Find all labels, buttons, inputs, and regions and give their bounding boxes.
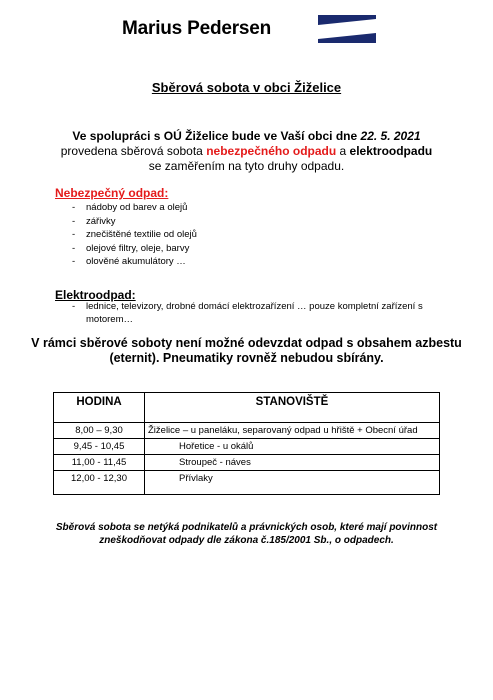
list-item: - olejové filtry, oleje, barvy: [72, 242, 197, 256]
time-cell: 8,00 – 9,30: [54, 423, 145, 439]
intro-part2: provedena sběrová sobota: [60, 144, 207, 158]
table-row: [54, 471, 440, 495]
table-row: [54, 455, 440, 471]
place-cell: Hořetice - u okálů: [145, 439, 440, 455]
column-header-time: HODINA: [54, 393, 145, 423]
place-cell: Žiželice – u paneláku, separovaný odpad u hřiště + Obecní úřad: [145, 423, 440, 439]
intro-part4: se zaměřením na tyto druhy odpadu.: [148, 159, 345, 173]
schedule-table: [53, 392, 440, 495]
intro-electro-label: elektroodpadu: [349, 144, 433, 158]
list-item: - nádoby od barev a olejů: [72, 201, 197, 215]
page-title: Sběrová sobota v obci Žiželice: [151, 80, 342, 95]
table-row: [54, 439, 440, 455]
event-date: 22. 5. 2021: [360, 129, 421, 143]
list-item: - znečištěné textilie od olejů: [72, 228, 197, 242]
list-item: - olověné akumulátory …: [72, 255, 197, 269]
asbestos-warning: V rámci sběrové soboty není možné odevzdat odpad s obsahem azbestu (eternit). Pneumatiky rovněž nebudou sbírány.: [31, 336, 462, 365]
hazardous-list: [72, 201, 197, 269]
company-name: Marius Pedersen: [122, 18, 272, 39]
time-cell: 12,00 - 12,30: [54, 471, 145, 495]
time-cell: 9,45 - 10,45: [54, 439, 145, 455]
company-logo: [318, 15, 376, 43]
intro-paragraph: [30, 129, 463, 174]
intro-hazardous-label: nebezpečného odpadu: [206, 144, 337, 158]
electro-heading: Elektroodpad:: [55, 288, 136, 302]
place-cell: Přívlaky: [145, 471, 440, 495]
list-item: - zářivky: [72, 215, 197, 229]
table-row: [54, 423, 440, 439]
list-item: - lednice, televizory, drobné domácí elektrozařízení … pouze kompletní zařízení s motorem…: [72, 300, 452, 326]
intro-part1: Ve spolupráci s OÚ Žiželice bude ve Vaší obci dne: [72, 129, 361, 143]
intro-part3: a: [336, 144, 350, 158]
electro-list: [72, 300, 452, 326]
place-cell: Stroupeč - náves: [145, 455, 440, 471]
time-cell: 11,00 - 11,45: [54, 455, 145, 471]
column-header-place: STANOVIŠTĚ: [145, 393, 440, 423]
footnote: Sběrová sobota se netýká podnikatelů a právnických osob, které mají povinnost zneškodňovat odpady dle zákona č.185/2001 Sb., o odpadech.: [55, 522, 438, 546]
hazardous-heading: Nebezpečný odpad:: [55, 186, 169, 200]
table-header-row: [54, 393, 440, 423]
